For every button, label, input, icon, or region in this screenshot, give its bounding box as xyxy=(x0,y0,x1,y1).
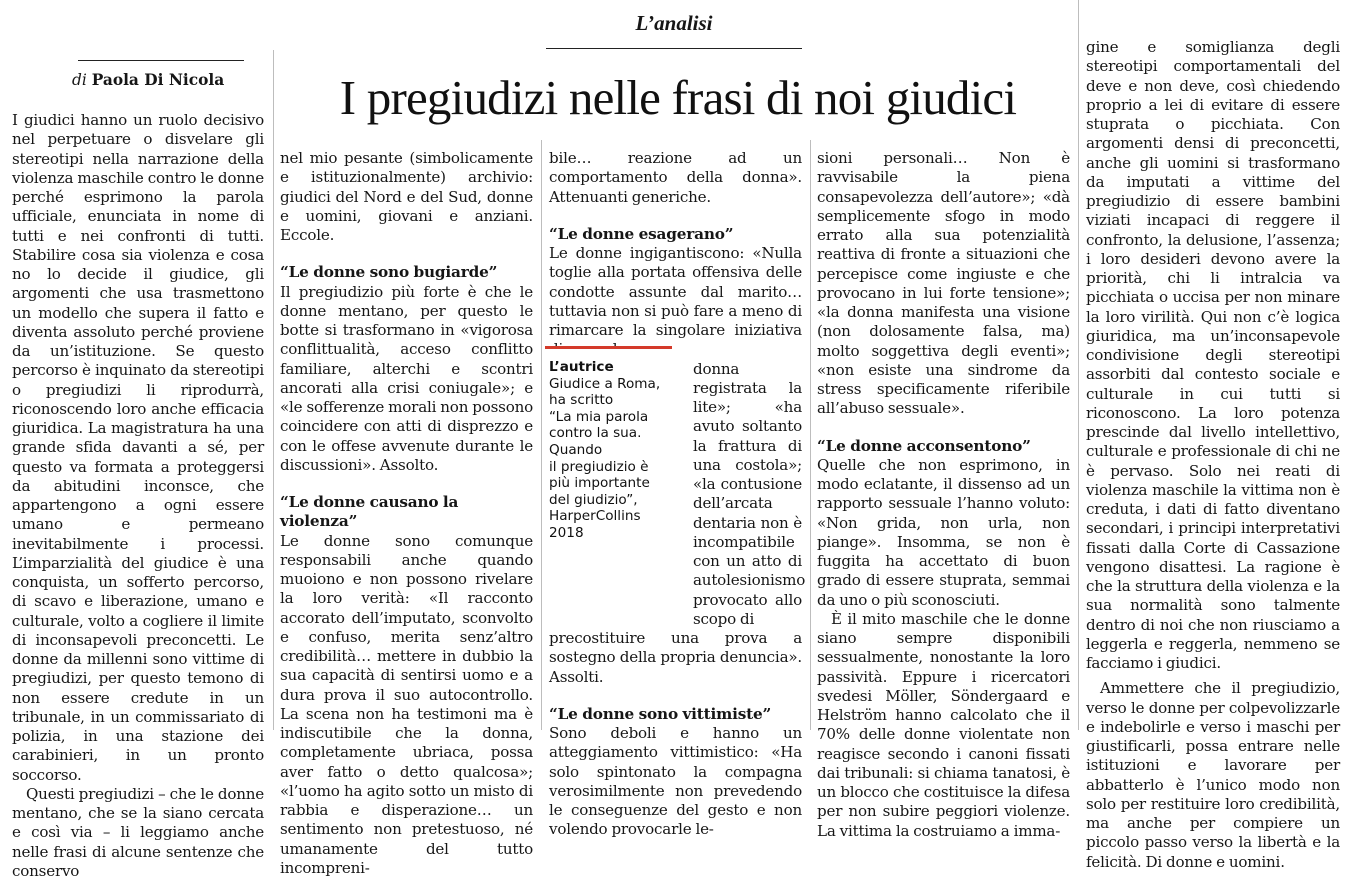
byline-author: Paola Di Nicola xyxy=(91,71,225,89)
author-box xyxy=(545,346,672,575)
paragraph: Le donne sono comunque responsabili anche quando muoiono e non possono rivelare la loro verità: «Il racconto accorato dell’imputato, sconvolto e confuso, merita senz’altro credibilità… mettere in dubbio la sua capacità di sentirsi uomo e a dura prova il suo autocontrollo. La scena non ha testimoni ma è indiscutibile che la donna, completamente ubriaca, possa aver fatto o detto qualcosa»; «l’uomo ha agito sotto un misto di rabbia e disperazione… un sentimento non pretestuoso, né umanamente del tutto incompreni- xyxy=(280,531,533,877)
column-divider xyxy=(541,140,542,730)
paragraph: Sono deboli e hanno un atteggiamento vittimistico: «Ha solo spintonato la compagna verosimilmente non prevedendo le conseguenze del gesto e non volendo provocarle le- xyxy=(549,724,802,839)
subheading: “Le donne sono vittimiste” xyxy=(549,704,772,723)
column-divider xyxy=(273,50,274,730)
paragraph: gine e somiglianza degli stereotipi comportamentali del deve e non deve, così chiedendo proprio a lei di evitare di essere stuprata o picchiata. Con argomenti densi di preconcetti, anche gli uomini si trasformano da imputati a vittime del pregiudizio di essere bambini viziati incapaci di reggere il confronto, la delusione, l’assenza; i loro desideri devono avere la priorità, chi li intralcia va picchiata o uccisa per non minare la loro virilità. Qui non c’è logica giuridica, ma un’inconsapevole condivisione degli stereotipi assorbiti dal contesto sociale e culturale in cui tutti si riconoscono. La loro potenza prescinde dal livello intellettivo, culturale e professionale di chi ne è pervaso. Solo nei reati di violenza maschile la vittima non è creduta, i dati di fatto diventano secondari, i principi interpretativi fissati dalla Corte di Cassazione vengono disattesi. La ragione è che la struttura della violenza e la sua normalità sono talmente dentro di noi che non riusciamo a leggerla e reggerla, nemmeno se facciamo i giudici. xyxy=(1086,38,1340,672)
column-divider xyxy=(1078,0,1079,730)
byline-rule xyxy=(78,60,244,61)
paragraph: Ammettere che il pregiudizio, verso le donne per colpevolizzarle e indebolirle e verso i maschi per giustificarli, possa entrare nelle istituzioni e lavorare per abbatterlo è l’unico modo non solo per restituire loro credibilità, ma anche per compiere un piccolo passo verso la libertà e la felicità. Di donne e uomini. xyxy=(1086,679,1340,871)
paragraph: I giudici hanno un ruolo decisivo nel perpetuare o disvelare gli stereotipi nella narrazione della violenza maschile contro le donne perché esprimono la parola ufficiale, enunciata in nome di tutti e nei confronti di tutti. Stabilire cosa sia violenza e cosa no lo decide il giudice, gli argomenti che usa trasmettono un modello che supera il fatto e diventa assoluto perché proviene da un’istituzione. Se questo percorso è inquinato da stereotipi o pregiudizi li riprodurrà, riconoscendo loro anche efficacia giuridica. La magistratura ha una grande sfida davanti a sé, per questo va formata a proteggersi da abitudini inconsce, che appartengono a ogni essere umano e permeano inevitabilmente i processi. L’imparzialità del giudice è una conquista, un sofferto percorso, di scavo e liberazione, umano e culturale, volto a cogliere il limite di inconsapevoli preconcetti. Le donne da millenni sono vittime di pregiudizi, per questo temono di non essere credute in un tribunale, in un commissariato di polizia, in una stazione dei carabinieri, in un pronto soccorso. xyxy=(12,111,264,784)
paragraph-wrapped: donna registrata la lite»; «ha avuto soltanto la frattura di una costola»; «la contusione dell’arcata dentaria non è incompatibile con un atto di autolesionismo provocato allo scopo di xyxy=(693,359,806,628)
article-column-2 xyxy=(280,149,533,878)
paragraph: sioni personali… Non è ravvisabile la piena consapevolezza dell’autore»; «dà semplicemente sfogo in modo errato alla sua potenzialità reattiva di fronte a situazioni che percepisce come ingiuste e che provocano in lui forte tensione»; «la donna manifesta una visione (non dolosamente falsa, ma) molto soggettiva degli eventi»; «non esiste una sindrome da stress specificamente riferibile all’abuso sessuale». xyxy=(817,149,1070,418)
author-box-title: L’autrice xyxy=(549,359,614,375)
paragraph: È il mito maschile che le donne siano sempre disponibili sessualmente, nonostante la loro passività. Eppure i ricercatori svedesi Möller, Söndergaard e Helström hanno calcolato che il 70% delle donne violentate non reagisce secondo i canoni fissati dai tribunali: si chiama tanatosi, è un blocco che costituisce la difesa per non subire peggiori violenze. La vittima la costruiamo a imma- xyxy=(817,609,1070,840)
article-column-5 xyxy=(1086,38,1340,872)
column-divider xyxy=(810,140,811,730)
byline xyxy=(72,71,248,89)
paragraph: Quelle che non esprimono, in modo eclatante, il dissenso ad un rapporto sessuale l’hanno voluto: «Non grida, non urla, non piange». Insomma, se non è fuggita ha accettato di buon grado di essere stuprata, semmai da uno o più sconosciuti. xyxy=(817,455,1070,609)
article-column-4 xyxy=(817,149,1070,841)
subheading: “Le donne causano la violenza” xyxy=(280,493,459,531)
subheading: “Le donne sono bugiarde” xyxy=(280,263,498,282)
paragraph: Questi pregiudizi – che le donne mentano, che se la siano cercata e così via – li leggiamo anche nelle frasi di alcune sentenze che conservo xyxy=(12,784,264,880)
subheading: “Le donne esagerano” xyxy=(549,224,734,243)
byline-prefix: di xyxy=(72,71,87,89)
headline: I pregiudizi nelle frasi di noi giudici xyxy=(339,70,1017,125)
section-label: L’analisi xyxy=(635,11,713,35)
subheading: “Le donne acconsentono” xyxy=(817,436,1031,455)
paragraph: Le donne ingigantiscono: «Nulla toglie alla portata offensiva delle condotte assunte dal marito… tuttavia non si può fare a meno di rimarcare la singolare iniziativa xyxy=(549,244,802,339)
paragraph: nel mio pesante (simbolicamente e istituzionalmente) archivio: giudici del Nord e del Sud, donne e uomini, giovani e anziani. Eccole. xyxy=(280,149,533,244)
author-box-text: Giudice a Roma, ha scritto “La mia parola contro la sua. Quando il pregiudizio è più importante del giudizio”, HarperCollins 2018 xyxy=(549,375,661,541)
section-rule xyxy=(546,48,802,49)
paragraph: Il pregiudizio più forte è che le donne mentano, per questo le botte si trasformano in «vigorosa conflittualità, acceso conflitto familiare, alterchi e scontri ancorati alla crisi coniugale»; e «le sofferenze morali non possono coincidere con atti di disprezzo e con le offese avvenute durante le discussioni». Assolto. xyxy=(280,282,533,474)
paragraph: precostituire una prova a sostegno della propria denuncia». Assolti. xyxy=(549,629,802,686)
article-column-1 xyxy=(12,111,264,881)
paragraph: bile… reazione ad un comportamento della donna». Attenuanti generiche. xyxy=(549,149,802,206)
